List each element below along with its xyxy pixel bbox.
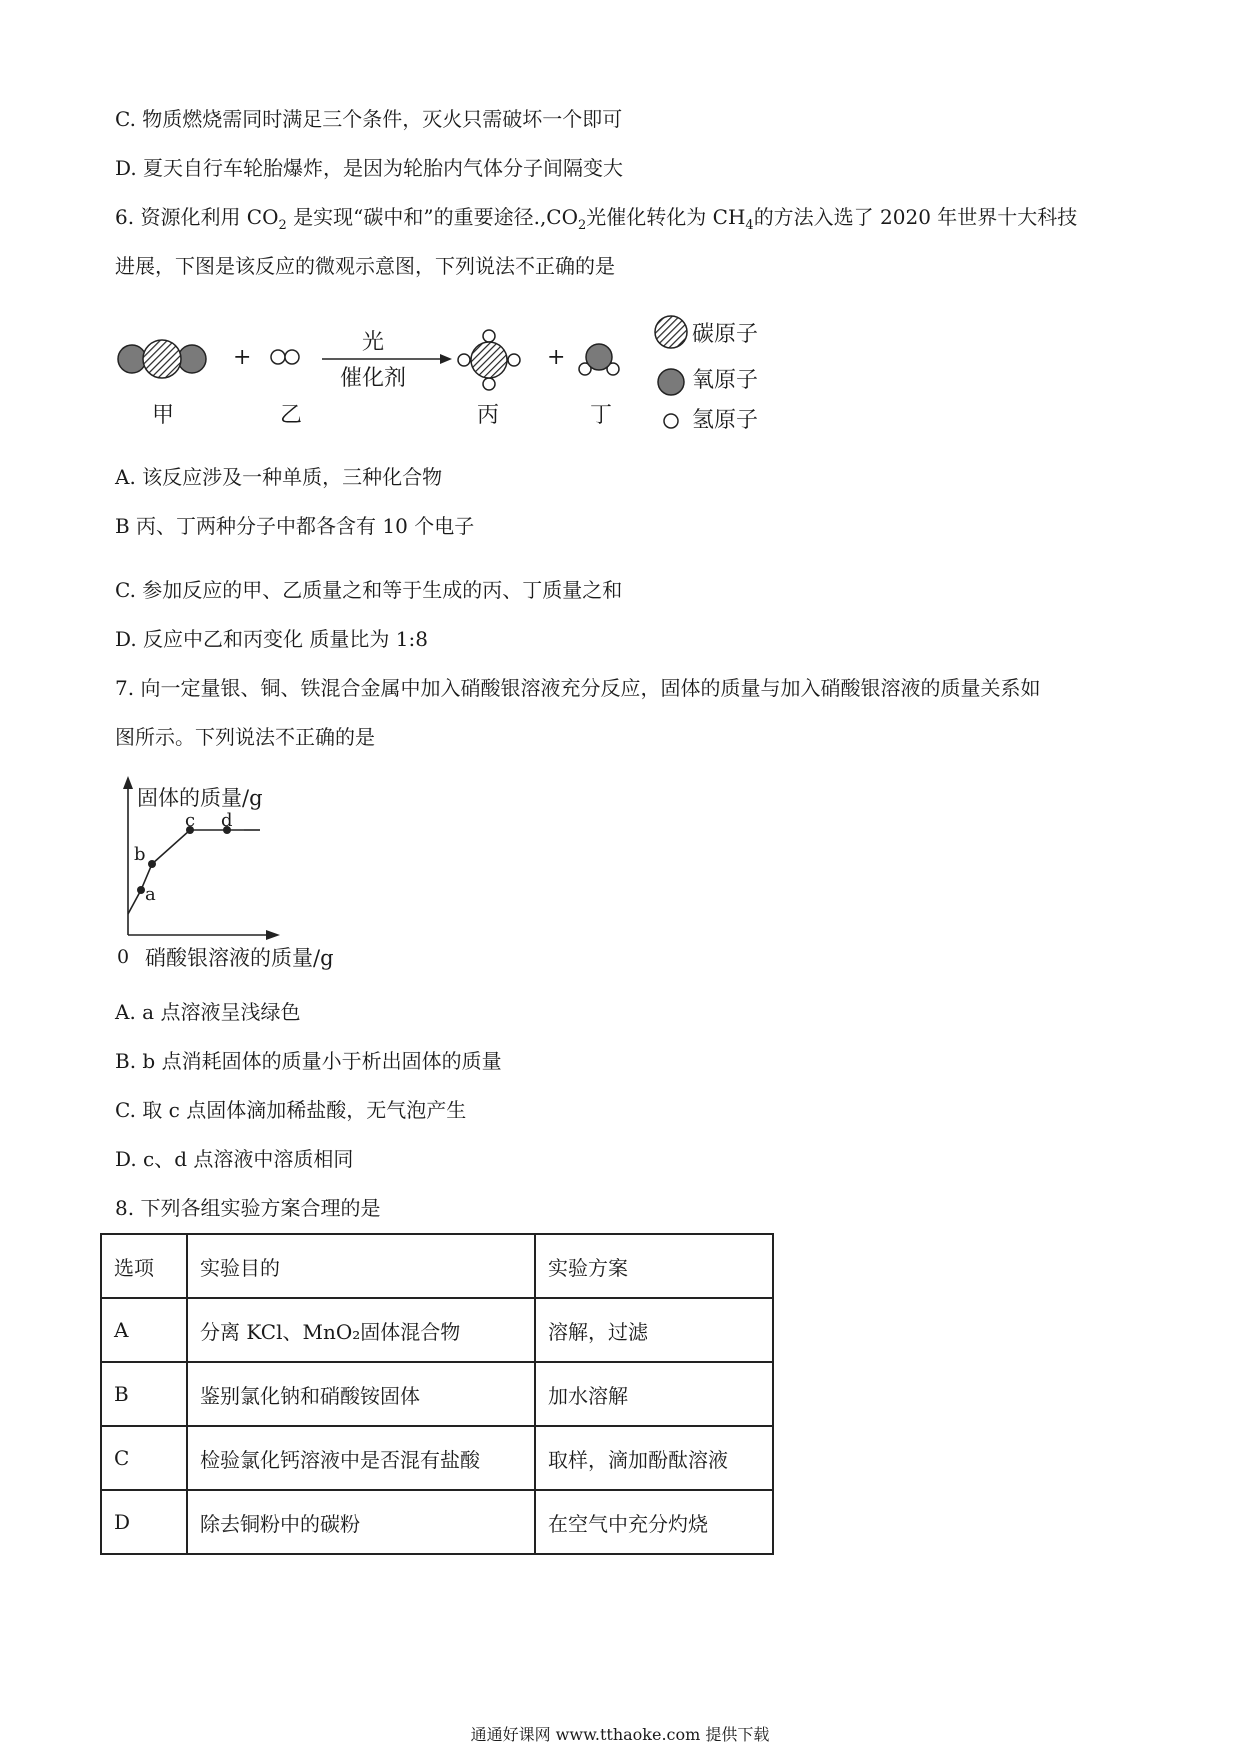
graph-y-label: 固体的质量/g xyxy=(137,786,263,810)
oxygen-atom xyxy=(586,344,612,370)
molecule-ding xyxy=(579,344,619,375)
label-ding: 丁 xyxy=(590,403,613,428)
table-row xyxy=(101,1362,773,1426)
legend-hydrogen-swatch xyxy=(664,414,678,428)
carbon-atom xyxy=(471,342,507,378)
q6-option-d: D. 反应中乙和丙变化 质量比为 1:8 xyxy=(115,627,428,651)
reaction-diagram xyxy=(110,312,790,442)
plus-sign: + xyxy=(233,345,252,370)
table-cell: C xyxy=(101,1426,187,1490)
table-cell: B xyxy=(101,1362,187,1426)
molecule-bing xyxy=(458,330,520,390)
table-row xyxy=(101,1298,773,1362)
hydrogen-atom xyxy=(458,354,470,366)
molecule-yi xyxy=(271,350,299,364)
header-cell: 选项 xyxy=(101,1234,187,1298)
point-b-label: b xyxy=(134,844,146,865)
q8-stem: 8. 下列各组实验方案合理的是 xyxy=(115,1196,381,1220)
header-cell: 实验目的 xyxy=(187,1234,535,1298)
q7-option-a: A. a 点溶液呈浅绿色 xyxy=(115,1000,301,1024)
table-cell: 鉴别氯化钠和硝酸铵固体 xyxy=(187,1362,535,1426)
table-row xyxy=(101,1426,773,1490)
x-axis-arrowhead xyxy=(266,930,280,940)
molecule-jia xyxy=(118,340,206,378)
table-cell: 检验氯化钙溶液中是否混有盐酸 xyxy=(187,1426,535,1490)
hydrogen-atom xyxy=(271,350,285,364)
legend-hydrogen: 氢原子 xyxy=(692,408,759,433)
arrowhead xyxy=(440,354,452,364)
q6-option-a: A. 该反应涉及一种单质，三种化合物 xyxy=(115,465,443,489)
legend-oxygen-swatch xyxy=(658,369,684,395)
hydrogen-atom xyxy=(508,354,520,366)
point-d-label: d xyxy=(221,810,233,831)
table-cell: D xyxy=(101,1490,187,1554)
condition-catalyst: 催化剂 xyxy=(340,366,407,391)
table-cell: 加水溶解 xyxy=(535,1362,773,1426)
q6-stem-line1: 6. 资源化利用 $CO_2$ 是实现“碳中和”的重要途径$.,CO_2$光催化转化为 $CH_4$的方法入选了 2020 年世界十大科技 xyxy=(115,205,1078,233)
q6-option-b: B 丙、丁两种分子中都各含有 10 个电子 xyxy=(115,514,475,538)
header-cell: 实验方案 xyxy=(535,1234,773,1298)
label-jia: 甲 xyxy=(152,403,175,428)
q5-option-c: C. 物质燃烧需同时满足三个条件，灭火只需破坏一个即可 xyxy=(115,107,623,131)
q7-option-b: B. b 点消耗固体的质量小于析出固体的质量 xyxy=(115,1049,502,1073)
hydrogen-atom xyxy=(285,350,299,364)
oxygen-atom xyxy=(178,345,206,373)
experiment-table xyxy=(100,1233,774,1555)
point-a-marker xyxy=(137,886,145,894)
q7-option-c: C. 取 c 点固体滴加稀盐酸，无气泡产生 xyxy=(115,1098,467,1122)
label-bing: 丙 xyxy=(477,403,500,428)
legend-carbon-swatch xyxy=(655,316,687,348)
point-b-marker xyxy=(148,860,156,868)
hydrogen-atom xyxy=(483,378,495,390)
legend-oxygen: 氧原子 xyxy=(692,368,759,393)
hydrogen-atom xyxy=(483,330,495,342)
q6-option-c: C. 参加反应的甲、乙质量之和等于生成的丙、丁质量之和 xyxy=(115,578,623,602)
q7-stem-line2: 图所示。下列说法不正确的是 xyxy=(115,725,375,749)
q6-stem-line2: 进展，下图是该反应的微观示意图，下列说法不正确的是 xyxy=(115,254,615,278)
table-cell: A xyxy=(101,1298,187,1362)
point-c-label: c xyxy=(185,810,196,831)
point-a-label: a xyxy=(145,884,156,905)
graph-origin: 0 xyxy=(117,946,130,968)
legend-swatches xyxy=(655,316,687,428)
table-cell: 分离 KCl、MnO₂固体混合物 xyxy=(187,1298,535,1362)
condition-light: 光 xyxy=(362,330,385,355)
table-cell: 除去铜粉中的碳粉 xyxy=(187,1490,535,1554)
q7-stem-line1: 7. 向一定量银、铜、铁混合金属中加入硝酸银溶液充分反应，固体的质量与加入硝酸银溶液的质量关系如 xyxy=(115,676,1041,700)
table-cell: 在空气中充分灼烧 xyxy=(535,1490,773,1554)
legend-carbon: 碳原子 xyxy=(692,322,759,347)
oxygen-atom xyxy=(118,345,146,373)
table-cell: 取样，滴加酚酞溶液 xyxy=(535,1426,773,1490)
graph-x-label: 硝酸银溶液的质量/g xyxy=(145,946,334,970)
plus-sign: + xyxy=(547,345,566,370)
y-axis-arrowhead xyxy=(123,776,133,789)
q5-option-d: D. 夏天自行车轮胎爆炸，是因为轮胎内气体分子间隔变大 xyxy=(115,156,624,180)
carbon-atom xyxy=(143,340,181,378)
table-header-row xyxy=(101,1234,773,1298)
table-cell: 溶解，过滤 xyxy=(535,1298,773,1362)
page-footer[interactable]: 通通好课网 www.tthaoke.com 提供下载 xyxy=(470,1725,770,1744)
table-row xyxy=(101,1490,773,1554)
label-yi: 乙 xyxy=(280,403,303,428)
q7-option-d: D. c、d 点溶液中溶质相同 xyxy=(115,1147,354,1171)
